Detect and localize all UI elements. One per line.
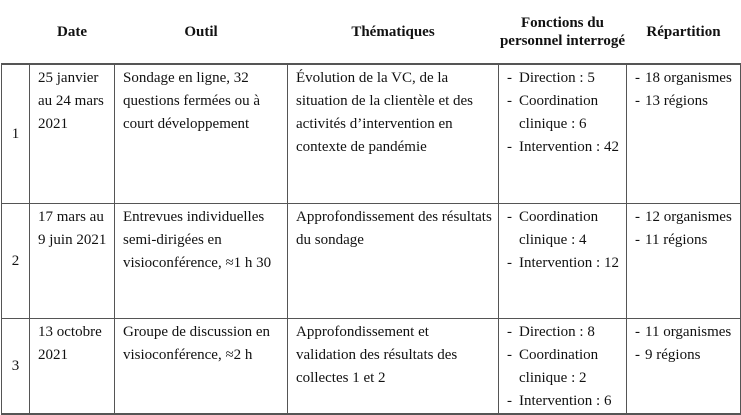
fonctions-cell	[499, 319, 627, 415]
fonction-item: - Intervention : 12	[507, 252, 620, 275]
table-row	[2, 319, 741, 415]
repartition-cell	[627, 319, 741, 415]
header-num	[2, 0, 30, 64]
table-row	[2, 204, 741, 319]
header-row	[2, 0, 741, 64]
table-row	[2, 64, 741, 204]
date-cell: 13 octobre 2021	[30, 319, 115, 415]
fonction-item: - Direction : 8	[507, 321, 620, 344]
date-cell: 17 mars au 9 juin 2021	[30, 204, 115, 319]
repartition-cell	[627, 204, 741, 319]
date-cell: 25 janvier au 24 mars 2021	[30, 64, 115, 204]
fonction-item: - Coordination clinique : 6	[507, 90, 620, 136]
fonctions-cell	[499, 204, 627, 319]
header-date: Date	[30, 0, 115, 64]
fonction-item: - Intervention : 6	[507, 390, 620, 413]
header-fonctions: Fonctions du personnel interrogé	[499, 0, 627, 64]
row-number: 1	[2, 64, 30, 204]
header-repartition: Répartition	[627, 0, 741, 64]
repartition-item: - 11 organismes	[635, 321, 734, 344]
outil-cell: Groupe de discussion en visioconférence, ≈2 h	[115, 319, 288, 415]
data-collection-table	[1, 0, 741, 415]
repartition-item: - 11 régions	[635, 229, 734, 252]
header-thematiques: Thématiques	[288, 0, 499, 64]
fonction-item: - Intervention : 42	[507, 136, 620, 159]
row-number: 3	[2, 319, 30, 415]
fonction-item: - Direction : 5	[507, 67, 620, 90]
outil-cell: Sondage en ligne, 32 questions fermées ou à court développement	[115, 64, 288, 204]
repartition-item: - 13 régions	[635, 90, 734, 113]
repartition-item: - 12 organismes	[635, 206, 734, 229]
thematiques-cell: Approfondissement et validation des résultats des collectes 1 et 2	[288, 319, 499, 415]
fonction-item: - Coordination clinique : 2	[507, 344, 620, 390]
repartition-item: - 18 organismes	[635, 67, 734, 90]
thematiques-cell: Approfondissement des résultats du sondage	[288, 204, 499, 319]
outil-cell: Entrevues individuelles semi-dirigées en visioconférence, ≈1 h 30	[115, 204, 288, 319]
fonctions-cell	[499, 64, 627, 204]
row-number: 2	[2, 204, 30, 319]
repartition-cell	[627, 64, 741, 204]
header-outil: Outil	[115, 0, 288, 64]
fonction-item: - Coordination clinique : 4	[507, 206, 620, 252]
repartition-item: - 9 régions	[635, 344, 734, 367]
thematiques-cell: Évolution de la VC, de la situation de la clientèle et des activités d’intervention en contexte de pandémie	[288, 64, 499, 204]
